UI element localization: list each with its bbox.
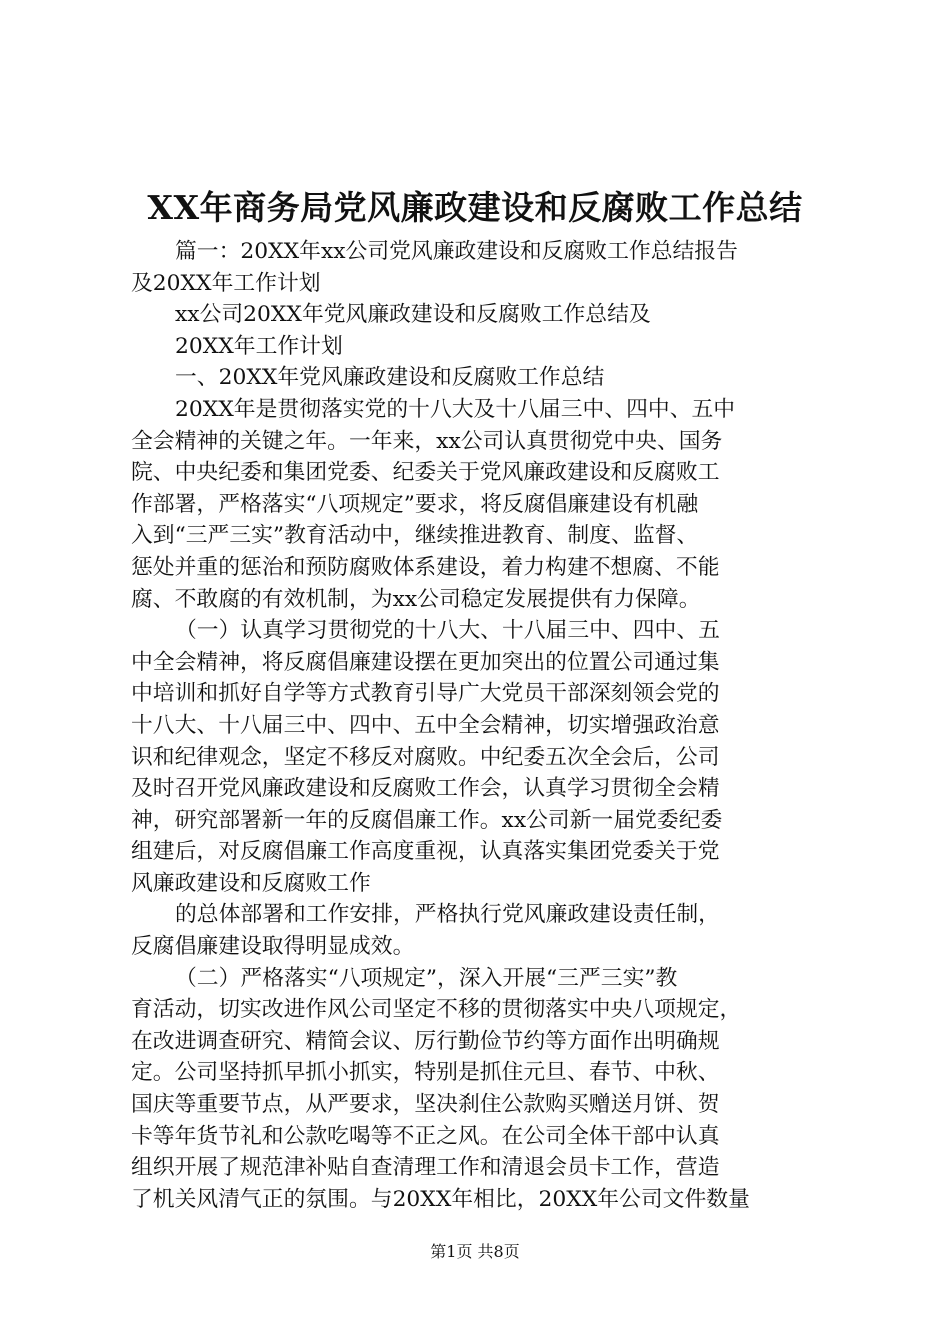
text-line: 神，研究部署新一年的反腐倡廉工作。xx公司新一届党委纪委 — [131, 807, 723, 833]
text-line: 识和纪律观念，坚定不移反对腐败。中纪委五次全会后，公司 — [131, 744, 720, 770]
text-line: 全会精神的关键之年。一年来，xx公司认真贯彻党中央、国务 — [131, 428, 723, 454]
text-line: 篇一：20XX年xx公司党风廉政建设和反腐败工作总结报告 — [175, 239, 738, 264]
text-line: 一、20XX年党风廉政建设和反腐败工作总结 — [175, 365, 605, 391]
text-line: 卡等年货节礼和公款吃喝等不正之风。在公司全体干部中认真 — [131, 1123, 720, 1149]
text-line: 反腐倡廉建设取得明显成效。 — [131, 934, 415, 960]
text-line: 育活动，切实改进作风公司坚定不移的贯彻落实中央八项规定， — [131, 997, 742, 1023]
text-line: 中全会精神，将反腐倡廉建设摆在更加突出的位置公司通过集 — [131, 649, 720, 675]
text-line: xx公司20XX年党风廉政建设和反腐败工作总结及 — [175, 302, 651, 328]
page-footer: 第1页 共8页 — [430, 1242, 520, 1261]
text-line: 及时召开党风廉政建设和反腐败工作会，认真学习贯彻全会精 — [131, 776, 720, 802]
text-line: 组建后，对反腐倡廉工作高度重视，认真落实集团党委关于党 — [131, 839, 720, 865]
text-line: 20XX年工作计划 — [175, 333, 343, 359]
text-line: 组织开展了规范津补贴自查清理工作和清退会员卡工作，营造 — [131, 1155, 720, 1181]
text-line: （一）认真学习贯彻党的十八大、十八届三中、四中、五 — [175, 618, 720, 644]
text-line: 的总体部署和工作安排，严格执行党风廉政建设责任制， — [175, 902, 720, 928]
text-line: 入到“三严三实”教育活动中，继续推进教育、制度、监督、 — [131, 523, 699, 549]
text-line: 风廉政建设和反腐败工作 — [131, 870, 371, 896]
text-line: 20XX年是贯彻落实党的十八大及十八届三中、四中、五中 — [175, 396, 736, 422]
text-line: 国庆等重要节点，从严要求，坚决刹住公款购买赠送月饼、贺 — [131, 1092, 720, 1118]
text-line: 了机关风清气正的氛围。与20XX年相比，20XX年公司文件数量 — [131, 1186, 750, 1212]
text-line: 腐、不敢腐的有效机制，为xx公司稳定发展提供有力保障。 — [131, 586, 701, 612]
document-body — [131, 236, 831, 1215]
text-line: 作部署，严格落实“八项规定”要求，将反腐倡廉建设有机融 — [131, 491, 699, 517]
text-line: 在改进调查研究、精简会议、厉行勤俭节约等方面作出明确规 — [131, 1028, 720, 1054]
text-line: 及20XX年工作计划 — [131, 270, 321, 296]
text-line: 惩处并重的惩治和预防腐败体系建设，着力构建不想腐、不能 — [131, 554, 720, 580]
text-line: 定。公司坚持抓早抓小抓实，特别是抓住元旦、春节、中秋、 — [131, 1060, 720, 1086]
text-line: 十八大、十八届三中、四中、五中全会精神，切实增强政治意 — [131, 712, 720, 738]
text-line: 院、中央纪委和集团党委、纪委关于党风廉政建设和反腐败工 — [131, 460, 720, 486]
text-line: （二）严格落实“八项规定”，深入开展“三严三实”教 — [175, 965, 678, 991]
text-line: 中培训和抓好自学等方式教育引导广大党员干部深刻领会党的 — [131, 681, 720, 707]
document-title: XX年商务局党风廉政建设和反腐败工作总结 — [147, 188, 803, 227]
